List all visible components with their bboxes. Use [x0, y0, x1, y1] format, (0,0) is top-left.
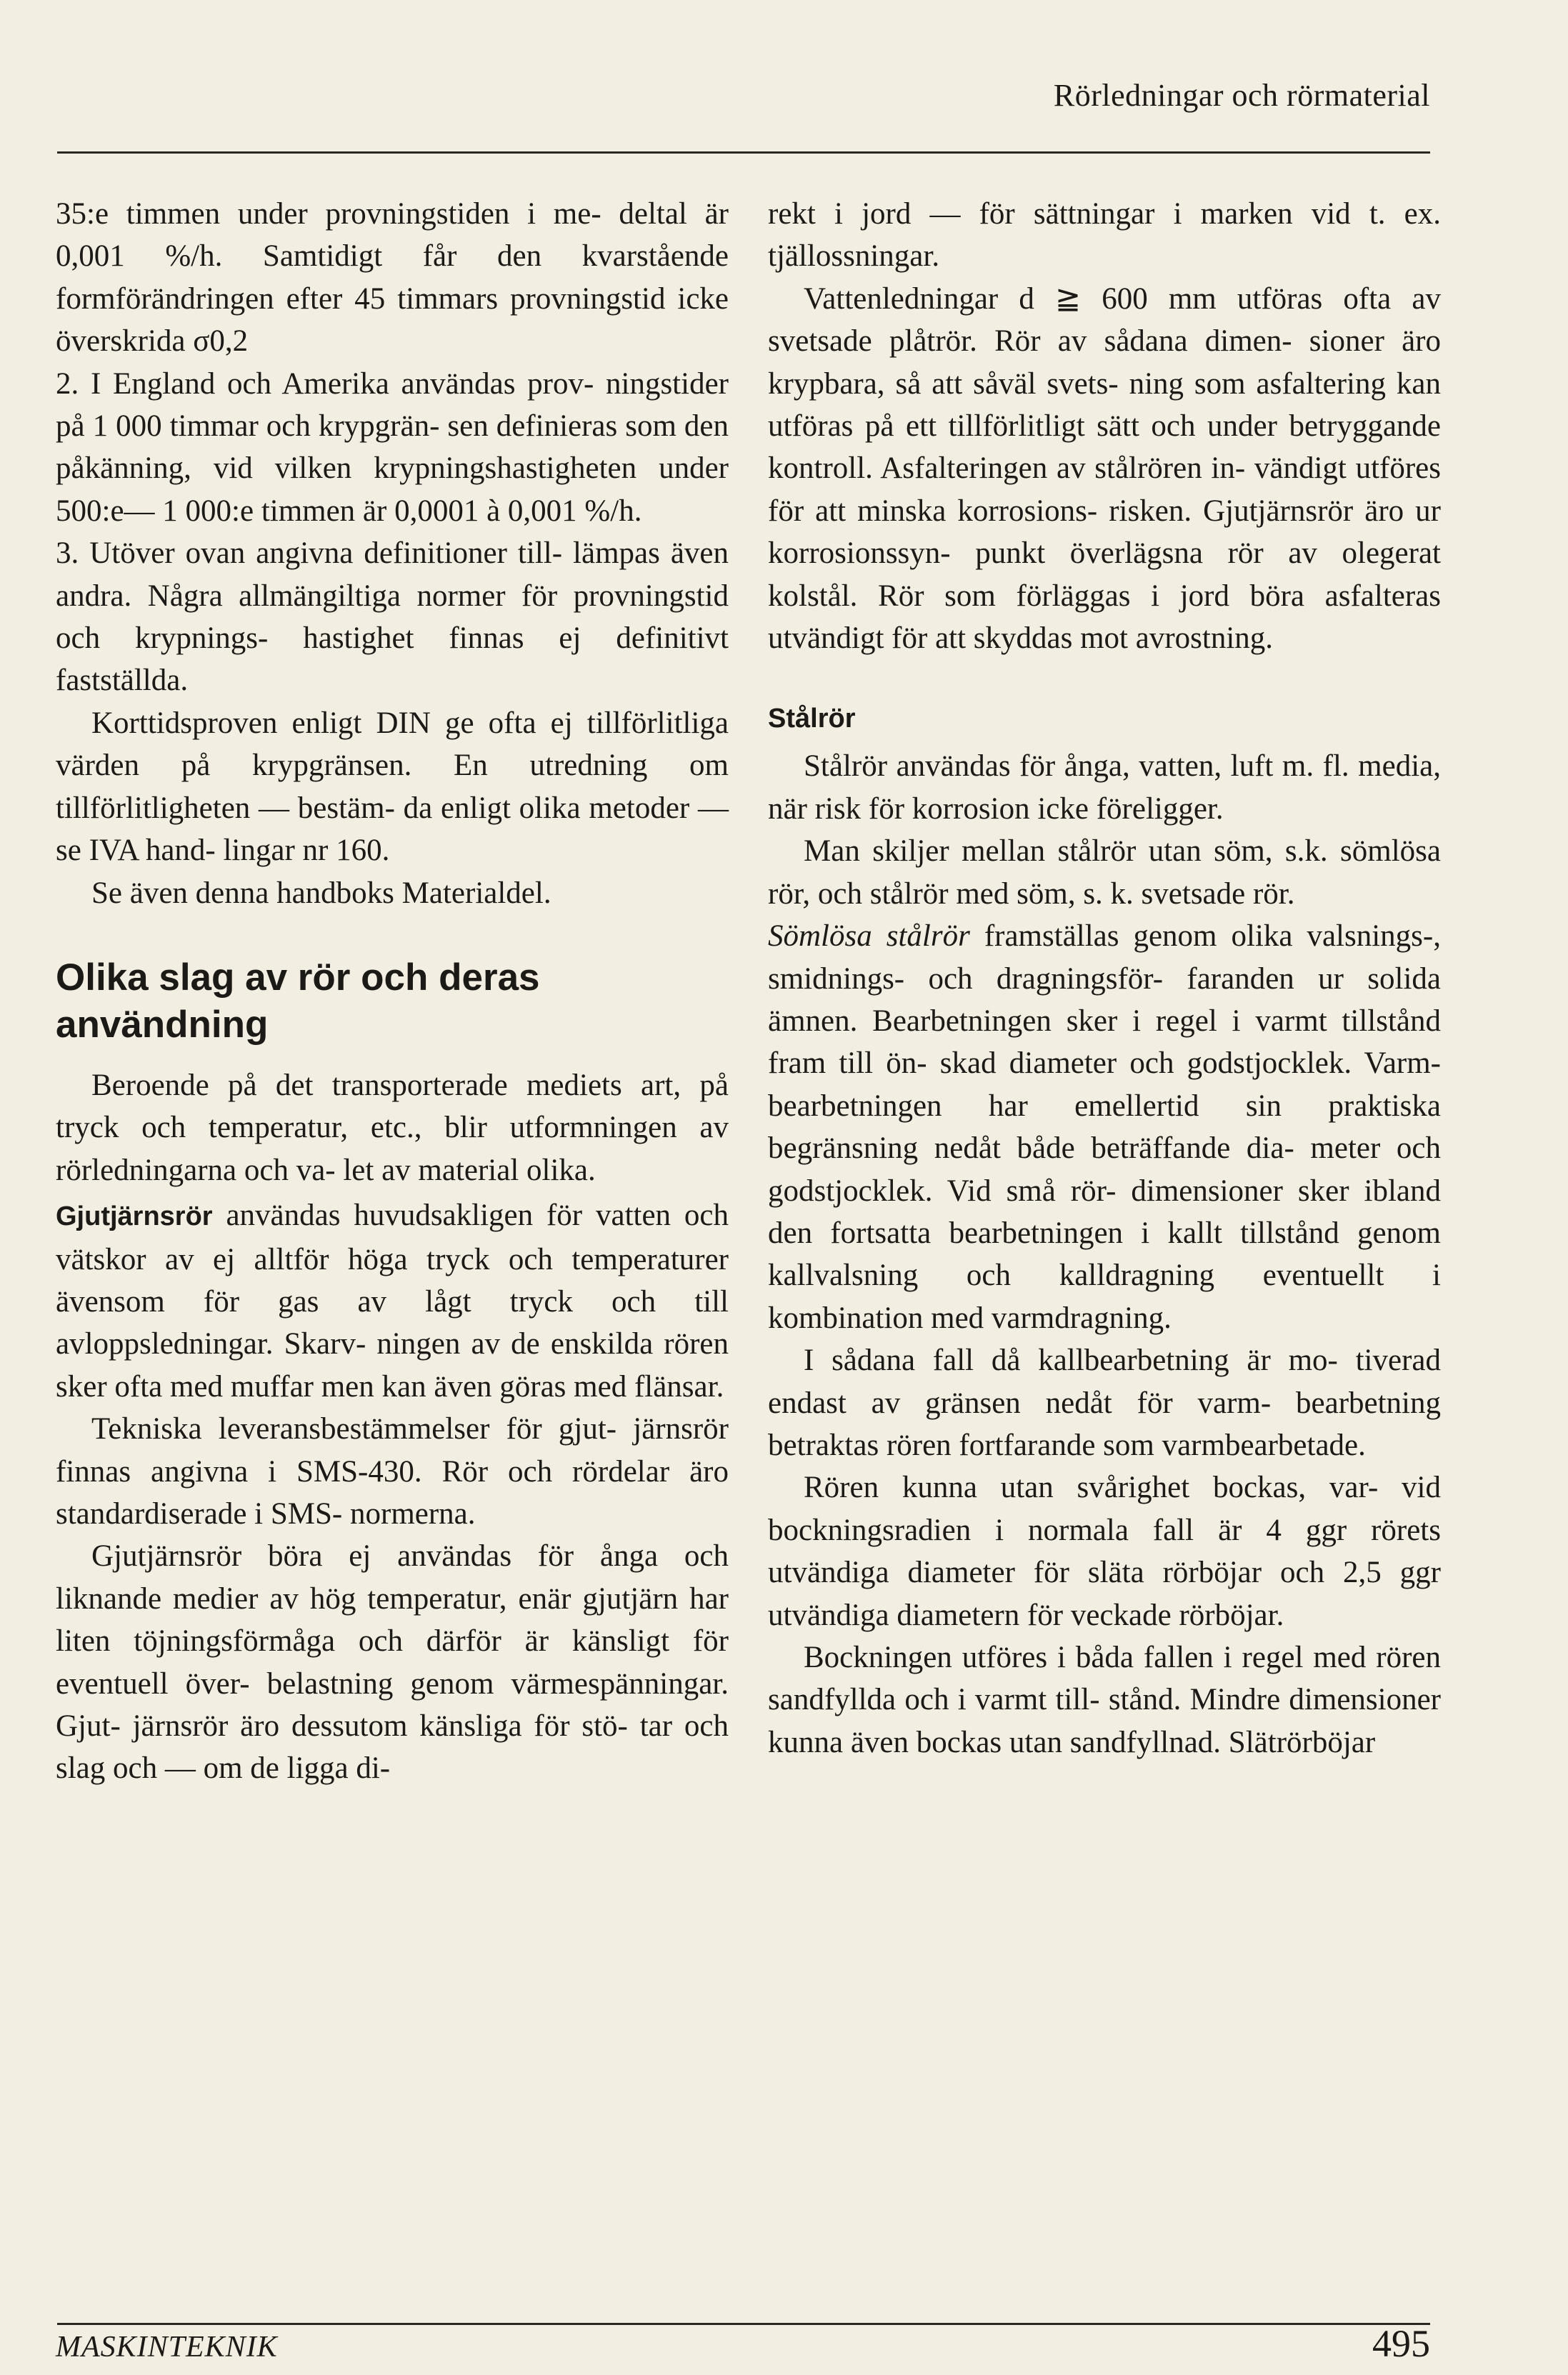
running-title: Rörledningar och rörmaterial: [1053, 78, 1430, 113]
paragraph: rekt i jord — för sättningar i marken vid t. ex. tjällossningar.: [768, 197, 1441, 274]
paragraph-text: framställas genom olika valsnings-, smidnings- och dragningsför- faranden ur solida ämnen. Bearbetningen sker i regel i varmt tillstånd fram till ön- skad diameter och godstjocklek. Varm- bearbetningen har emellertid sin praktiska begränsning nedåt både beträffande dia- meter och godstjocklek. Vid små rör- dimensioner sker ibland den fortsatta bearbetningen i kallt tillstånd genom kallvalsning och kalldragning eventuellt i kombination med varmdragning.: [768, 919, 1441, 1335]
paragraph: Man skiljer mellan stålrör utan söm, s.k. sömlösa rör, och stålrör med söm, s. k. svetsade rör.: [768, 834, 1441, 911]
footer-rule: [57, 2323, 1430, 2325]
paragraph: Korttidsproven enligt DIN ge ofta ej tillförlitliga värden på krypgränsen. En utredning om tillförlitligheten — bestäm- da enligt olika metoder — se IVA hand- lingar nr 160.: [56, 706, 729, 868]
section-heading: Olika slag av rör och deras användning: [56, 956, 540, 1046]
paragraph: Gjutjärnsrör böra ej användas för ånga och liknande medier av hög temperatur, enär gjutjärn har liten töjningsförmåga och därför är känsligt för eventuell över- belastning genom värmespänningar. Gjut- järnsrör äro dessutom känsliga för stö- tar och slag och — om de ligga di-: [56, 1539, 729, 1786]
paragraph: Bockningen utföres i båda fallen i regel med rören sandfyllda och i varmt till- stånd. Mindre dimensioner kunna även bockas utan sandfyllnad. Slätrörböjar: [768, 1641, 1441, 1759]
publication-name: MASKINTEKNIK: [56, 2331, 278, 2364]
paragraph: Rören kunna utan svårighet bockas, var- vid bockningsradien i normala fall är 4 ggr rörets utvändiga diameter för släta rörböjar och 2,5 ggr utvändiga diametern för veckade rörböjar.: [768, 1471, 1441, 1632]
subheading: Stålrör: [768, 704, 856, 734]
paragraph: Beroende på det transporterade mediets art, på tryck och temperatur, etc., blir utformningen av rörledningarna och va- let av material olika.: [56, 1068, 729, 1187]
paragraph: Se även denna handboks Materialdel.: [91, 876, 551, 910]
paragraph: I sådana fall då kallbearbetning är mo- tiverad endast av gränsen nedåt för varm- bearbetning betraktas rören fortfarande som varmbearbetade.: [768, 1344, 1441, 1462]
paragraph: [56, 1194, 729, 1408]
lead-term: Sömlösa stålrör: [768, 919, 970, 954]
left-column: [56, 193, 729, 1790]
paragraph-text: användas huvudsakligen för vatten och vätskor av ej alltför höga tryck och temperaturer ävensom för gas av lågt tryck och till avloppsledningar. Skarv- ningen av de enskilda rören sker ofta med muffar men kan även göras med flänsar.: [56, 1199, 729, 1404]
paragraph: [768, 915, 1441, 1339]
paragraph: Tekniska leveransbestämmelser för gjut- järnsrör finnas angivna i SMS-430. Rör och rördelar äro standardiserade i SMS- normerna.: [56, 1412, 729, 1531]
paragraph: 35:e timmen under provningstiden i me- deltal är 0,001 %/h. Samtidigt får den kvarstående formförändringen efter 45 timmars provningstid icke överskrida σ0,2: [56, 197, 729, 359]
right-column: [768, 193, 1441, 1764]
header-rule: [57, 151, 1430, 154]
page-number: 495: [1372, 2322, 1430, 2365]
lead-term: Gjutjärnsrör: [56, 1201, 213, 1232]
paragraph: Stålrör användas för ånga, vatten, luft m. fl. media, när risk för korrosion icke föreligger.: [768, 749, 1441, 826]
paragraph: 2. I England och Amerika användas prov- ningstider på 1 000 timmar och krypgrän- sen definieras som den påkänning, vid vilken krypningshastigheten under 500:e— 1 000:e timmen är 0,0001 à 0,001 %/h.: [56, 366, 729, 528]
paragraph: 3. Utöver ovan angivna definitioner till- lämpas även andra. Några allmängiltiga normer för provningstid och krypnings- hastighet finnas ej definitivt fastställda.: [56, 536, 729, 698]
paragraph: Vattenledningar d ≧ 600 mm utföras ofta av svetsade plåtrör. Rör av sådana dimen- sioner äro krypbara, så att såväl svets- ning som asfaltering kan utföras på ett tillförlitligt sätt och under betryggande kontroll. Asfalteringen av stålrören in- vändigt utföres för att minska korrosions- risken. Gjutjärnsrör äro ur korrosionssyn- punkt överlägsna rör av olegerat kolstål. Rör som förläggas i jord böra asfalteras utvändigt för att skyddas mot avrostning.: [768, 281, 1441, 656]
